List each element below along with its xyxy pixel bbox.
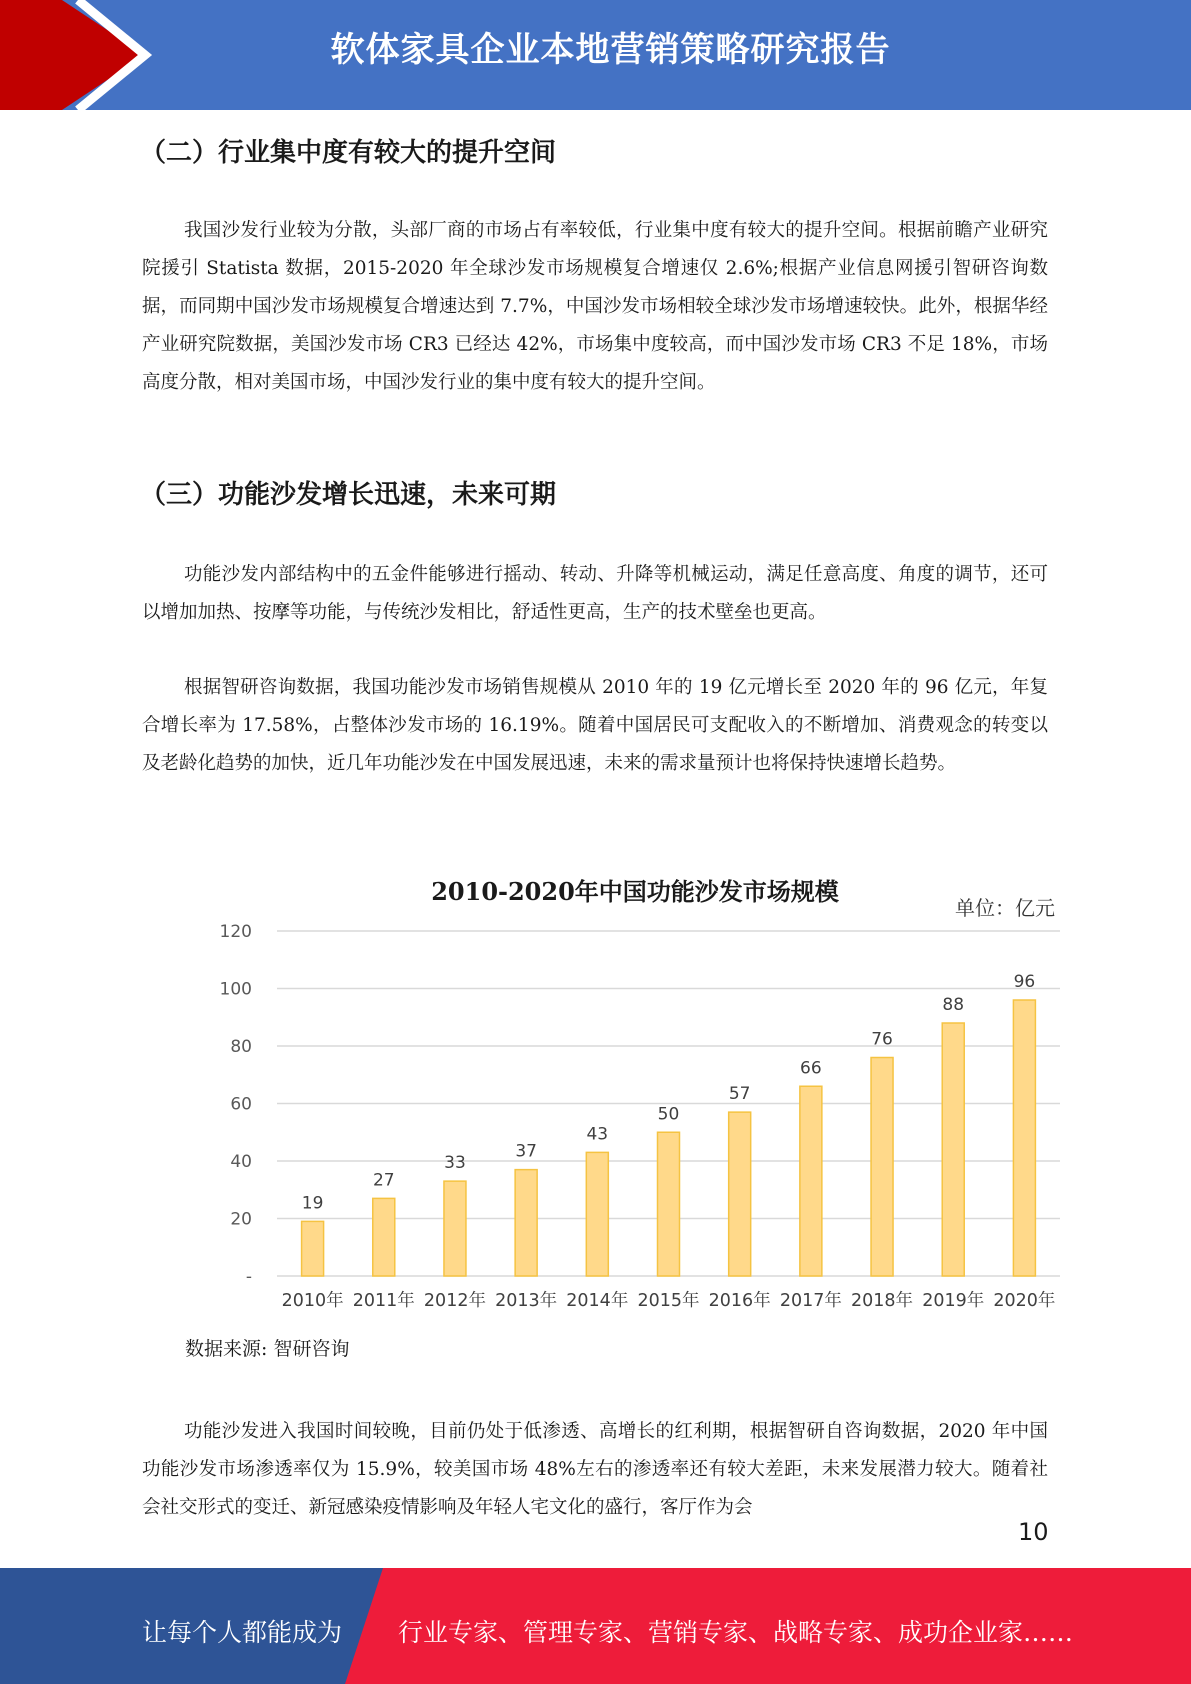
data-label: 88: [942, 995, 965, 1015]
y-tick-label: -: [245, 1267, 252, 1287]
x-tick-label: 2010年: [281, 1291, 344, 1311]
data-label: 76: [871, 1029, 893, 1050]
page-number: 10: [1018, 1518, 1049, 1546]
y-tick-label: 120: [219, 922, 252, 942]
paragraph-market-growth: 根据智研咨询数据，我国功能沙发市场销售规模从 2010 年的 19 亿元增长至 2020 年的 96 亿元，年复合增长率为 17.58%，占整体沙发市场的 16.19%。随着中国居民可支配收入的不断增加、消费观念的转变以及老龄化趋势的加快，近几年功能沙发在中国发展迅速，未来的需求量预计也将保持快速增长趋势。: [142, 677, 1048, 774]
data-label: 27: [372, 1170, 395, 1191]
footer-slogan-right: 行业专家、管理专家、营销专家、战略专家、成功企业家……: [398, 1618, 1074, 1647]
report-title: 软体家具企业本地营销策略研究报告: [330, 30, 891, 70]
x-tick-label: 2014年: [566, 1291, 629, 1311]
y-tick-label: 20: [230, 1209, 252, 1230]
x-tick-label: 2018年: [851, 1291, 914, 1311]
paragraph-functional-sofa-intro: 功能沙发内部结构中的五金件能够进行摇动、转动、升降等机械运动，满足任意高度、角度的调节，还可以增加加热、按摩等功能，与传统沙发相比，舒适性更高，生产的技术壁垒也更高。: [142, 564, 1048, 623]
section-heading-2: （二）行业集中度有较大的提升空间: [140, 138, 557, 168]
x-tick-label: 2012年: [423, 1291, 486, 1311]
market-size-chart: [200, 860, 1080, 1320]
bar: [871, 1058, 893, 1277]
page-header: [0, 0, 1191, 110]
y-tick-label: 80: [230, 1037, 252, 1057]
x-tick-label: 2016年: [708, 1291, 771, 1311]
y-tick-label: 100: [219, 979, 252, 1000]
x-tick-label: 2020年: [993, 1291, 1056, 1311]
data-label: 43: [586, 1124, 609, 1145]
data-label: 33: [444, 1153, 466, 1174]
paragraph-penetration: 功能沙发进入我国时间较晚，目前仍处于低渗透、高增长的红利期，根据智研自咨询数据，2020 年中国功能沙发市场渗透率仅为 15.9%，较美国市场 48%左右的渗透率还有较大差距，未来发展潜力较大。随着社会社交形式的变迁、新冠感染疫情影响及年轻人宅文化的盛行，客厅作为会: [142, 1421, 1048, 1518]
chart-unit-label: 单位：亿元: [955, 896, 1055, 920]
x-tick-label: 2013年: [495, 1291, 558, 1311]
bar: [942, 1023, 964, 1276]
x-tick-label: 2015年: [637, 1291, 700, 1311]
y-tick-label: 40: [230, 1152, 252, 1172]
data-label: 57: [728, 1084, 751, 1105]
y-tick-label: 60: [230, 1094, 252, 1115]
bar: [515, 1170, 537, 1276]
data-label: 66: [800, 1058, 822, 1079]
data-label: 37: [515, 1141, 537, 1162]
chart-title: 2010-2020年中国功能沙发市场规模: [431, 877, 839, 906]
page-footer: [0, 1568, 1191, 1684]
bar: [586, 1152, 608, 1276]
footer-slogan-left: 让每个人都能成为: [142, 1618, 343, 1647]
bar: [729, 1112, 751, 1276]
bar: [1013, 1000, 1035, 1276]
data-label: 50: [657, 1104, 680, 1125]
bar: [658, 1132, 680, 1276]
section-heading-3: （三）功能沙发增长迅速，未来可期: [140, 480, 557, 510]
bar-chart-svg: [200, 860, 1080, 1320]
data-label: 96: [1013, 972, 1036, 992]
x-tick-label: 2011年: [352, 1291, 415, 1311]
x-tick-label: 2019年: [922, 1291, 985, 1311]
paragraph-concentration: 我国沙发行业较为分散，头部厂商的市场占有率较低，行业集中度有较大的提升空间。根据前瞻产业研究院援引 Statista 数据，2015-2020 年全球沙发市场规模复合增速仅 2.6%;根据产业信息网援引智研咨询数据，而同期中国沙发市场规模复合增速达到 7.7%，中国沙发市场相较全球沙发市场增速较快。此外，根据华经产业研究院数据，美国沙发市场 CR3 已经达 42%，市场集中度较高，而中国沙发市场 CR3 不足 18%，市场高度分散，相对美国市场，中国沙发行业的集中度有较大的提升空间。: [142, 220, 1048, 393]
data-label: 19: [301, 1193, 324, 1214]
bar: [302, 1221, 324, 1276]
x-tick-label: 2017年: [779, 1291, 842, 1311]
data-source: 数据来源: 智研咨询: [185, 1338, 350, 1360]
bar: [373, 1198, 395, 1276]
bar: [800, 1086, 822, 1276]
bar: [444, 1181, 466, 1276]
